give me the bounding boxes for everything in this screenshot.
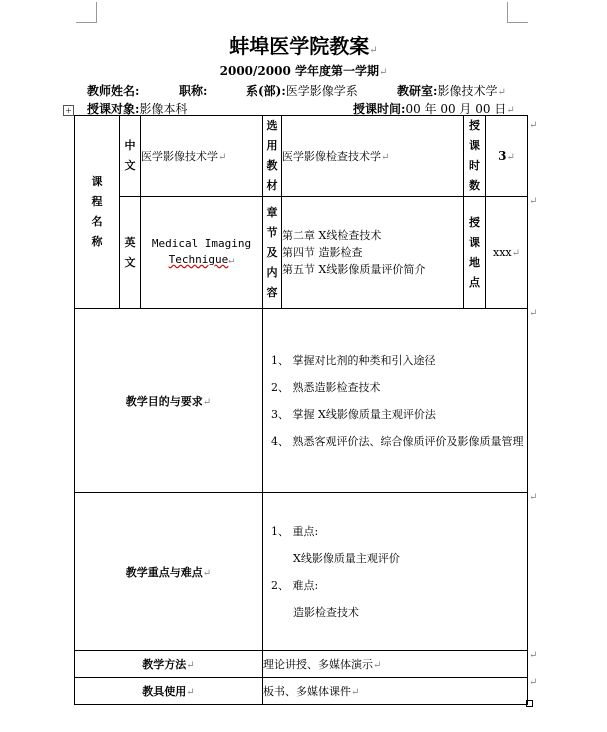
english-course-name: Medical Imaging Technigue↵ <box>141 197 263 309</box>
course-name-label: 课 程 名 称 <box>75 116 120 309</box>
key-title: 1、 重点: <box>271 524 319 538</box>
method-label: 教学方法↵ <box>75 651 263 678</box>
textbook-value: 医学影像检查技术学↵ <box>282 116 464 197</box>
goal-item: 2、 熟悉造影检查技术 <box>271 380 381 394</box>
chinese-label: 中 文 <box>120 116 141 197</box>
target-field: 授课对象:影像本科 <box>87 102 188 116</box>
chapter-line: 第二章 X线检查技术 <box>282 229 382 242</box>
office-field: 教研室:影像技术学↵ <box>397 84 506 98</box>
teacher-name-label: 教师姓名: <box>87 84 140 98</box>
time-field: 授课时间:00 年 00 月 00 日↵ <box>353 102 515 116</box>
row-end-mark: ↵ <box>529 677 538 688</box>
hours-label: 授 课 时 数 <box>464 116 486 197</box>
page-title: 蚌埠医学院教案↵ <box>229 34 378 58</box>
chapter-line: 第五节 X线影像质量评价简介 <box>282 263 426 276</box>
row-end-mark: ↵ <box>529 196 538 207</box>
row-end-mark: ↵ <box>529 308 538 319</box>
semester-line: 2000/2000 学年度第一学期↵ <box>219 64 388 78</box>
method-value: 理论讲授、多媒体演示↵ <box>263 651 528 678</box>
place-label: 授 课 地 点 <box>464 197 486 309</box>
row-end-mark: ↵ <box>529 650 538 661</box>
goal-item: 4、 熟悉客观评价法、综合像质评价及影像质量管理 <box>271 434 524 448</box>
keypoints-content <box>263 493 528 651</box>
department-field: 系(部):医学影像学系 <box>246 84 358 98</box>
difficulty-value: 造影检查技术 <box>293 605 359 619</box>
chapter-line: 第四节 造影检查 <box>282 246 363 259</box>
row-end-mark: ↵ <box>529 120 538 131</box>
tools-value: 板书、多媒体课件↵ <box>263 678 528 705</box>
goal-item: 3、 掌握 X线影像质量主观评价法 <box>271 407 436 421</box>
goals-label: 教学目的与要求↵ <box>75 309 263 493</box>
hours-value: 3↵ <box>486 116 528 197</box>
tools-label: 教具使用↵ <box>75 678 263 705</box>
table-move-handle[interactable]: + <box>63 105 74 116</box>
textbook-label: 选 用 教 材 <box>263 116 282 197</box>
chinese-course-name: 医学影像技术学↵ <box>141 116 263 197</box>
keypoints-label: 教学重点与难点↵ <box>75 493 263 651</box>
place-value: xxx↵ <box>486 197 528 309</box>
chapter-label: 章 节 及 内 容 <box>263 197 282 309</box>
corner-mark-right <box>507 2 528 23</box>
job-title-label: 职称: <box>179 84 208 98</box>
chapter-content <box>282 197 464 309</box>
goal-item: 1、 掌握对比剂的种类和引入途径 <box>271 353 436 367</box>
lesson-table <box>74 115 528 705</box>
key-value: X线影像质量主观评价 <box>293 551 400 565</box>
corner-mark-left <box>76 2 97 23</box>
table-resize-handle[interactable] <box>526 700 533 707</box>
english-label: 英 文 <box>120 197 141 309</box>
goals-content <box>263 309 528 493</box>
row-end-mark: ↵ <box>529 492 538 503</box>
difficulty-title: 2、 难点: <box>271 578 319 592</box>
